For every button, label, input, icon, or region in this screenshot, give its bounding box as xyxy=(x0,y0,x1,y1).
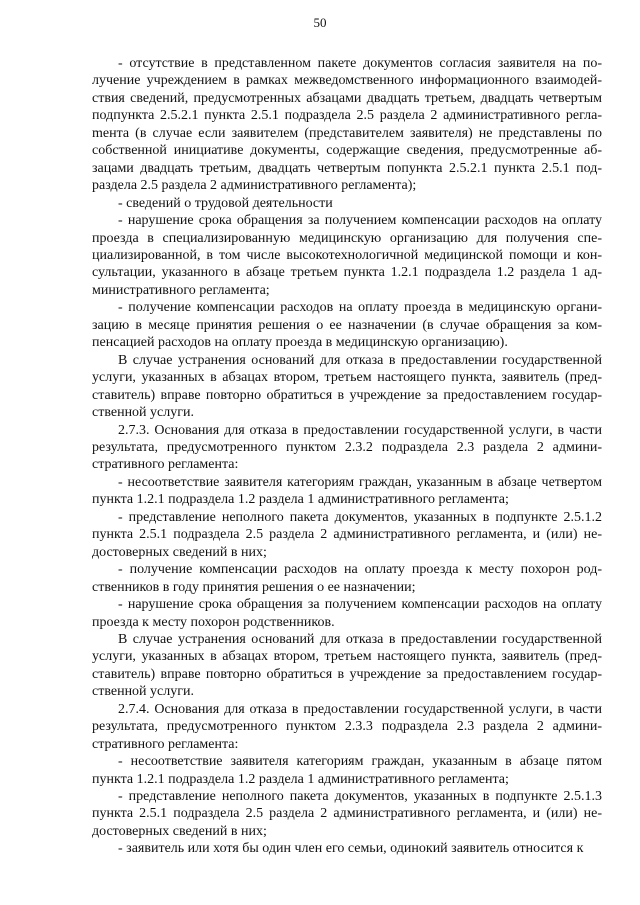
paragraph: - получение компенсации расходов на оплату проезда к месту похорон родственников в году принятия решения о ее назначении; xyxy=(92,562,602,595)
page-number: 50 xyxy=(313,15,327,30)
paragraph: - нарушение срока обращения за получением компенсации расходов на оплату проезда к месту похорон родственников. xyxy=(92,597,602,630)
paragraph: В случае устранения оснований для отказа в предоставлении государственной услуги, указанных в абзацах втором, третьем настоящего пункта, заявитель (представитель) вправе повторно обратиться в учреждение за предоставлением государственной услуги. xyxy=(92,352,602,421)
paragraph: - представление неполного пакета документов, указанных в подпункте 2.5.1.2 пункта 2.5.1 подраздела 2.5 раздела 2 административного регламента, и (или) недостоверных сведений в них; xyxy=(92,509,602,560)
paragraph: - несоответствие заявителя категориям граждан, указанным в абзаце пятом пункта 1.2.1 подраздела 1.2 раздела 1 административного регламента; xyxy=(92,754,602,787)
paragraph: - получение компенсации расходов на оплату проезда в медицинскую организацию в месяце принятия решения о ее назначении (в случае обращения за компенсацией расходов на оплату проезда в медицинскую организацию). xyxy=(92,300,602,351)
document-body xyxy=(92,55,602,858)
paragraph: - сведений о трудовой деятельности xyxy=(118,195,333,211)
paragraph: - нарушение срока обращения за получением компенсации расходов на оплату проезда в специализированную медицинскую организацию для получения специализированной, в том числе высокотехнологичной медицинской помощи и консультации, указанного в абзаце третьем пункта 1.2.1 подраздела 1.2 раздела 1 административного регламента; xyxy=(92,213,602,298)
paragraph: 2.7.4. Основания для отказа в предоставлении государственной услуги, в части результата, предусмотренного пунктом 2.3.3 подраздела 2.3 раздела 2 административного регламента: xyxy=(92,701,602,752)
paragraph: В случае устранения оснований для отказа в предоставлении государственной услуги, указанных в абзацах втором, третьем настоящего пункта, заявитель (представитель) вправе повторно обратиться в учреждение за предоставлением государственной услуги. xyxy=(92,631,602,700)
paragraph: - отсутствие в представленном пакете документов согласия заявителя на получение учреждением в рамках межведомственного информационного взаимодействия сведений, предусмотренных абзацами двадцать третьем, двадцать четвертым подпункта 2.5.2.1 пункта 2.5.1 подраздела 2.5 раздела 2 административного реглаmента (в случае если заявителем (представителем заявителя) не представлены по собственной инициативе документы, содержащие сведения, предусмотренные абзацами двадцать третьим, двадцать четвертым попункта 2.5.2.1 пункта 2.5.1 подраздела 2.5 раздела 2 административного регламента); xyxy=(92,56,602,194)
paragraph: - заявитель или хотя бы один член его семьи, одинокий заявитель относится к xyxy=(118,841,584,857)
paragraph: 2.7.3. Основания для отказа в предоставлении государственной услуги, в части результата, предусмотренного пунктом 2.3.2 подраздела 2.3 раздела 2 административного регламента: xyxy=(92,422,602,473)
paragraph: - представление неполного пакета документов, указанных в подпункте 2.5.1.3 пункта 2.5.1 подраздела 2.5 раздела 2 административного регламента, и (или) недостоверных сведений в них; xyxy=(92,789,602,839)
paragraph: - несоответствие заявителя категориям граждан, указанным в абзаце четвертом пункта 1.2.1 подраздела 1.2 раздела 1 административного регламента; xyxy=(92,474,602,508)
